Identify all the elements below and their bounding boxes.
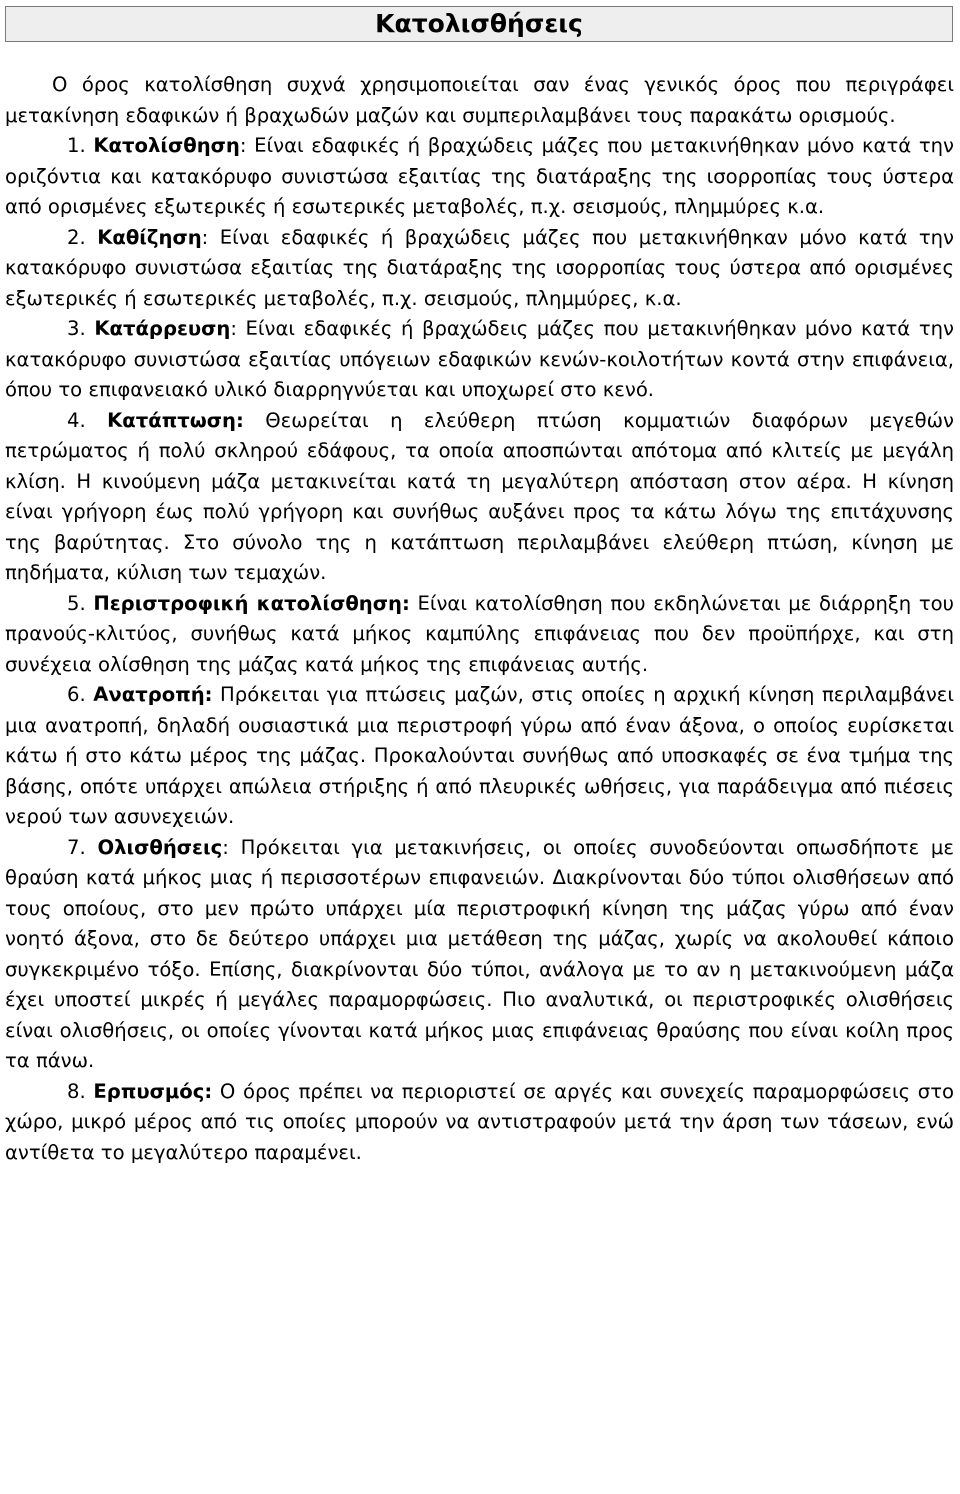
item-text: Είναι εδαφικές ή βραχώδεις μάζες που μετακινήθηκαν μόνο κατά την κατακόρυφο συνιστώσα εξαιτίας υπόγειων εδαφικών κενών-κοιλοτήτων κοντά στην επιφάνεια, όπου το επιφανειακό υλικό διαρρηγνύεται και υποχωρεί στο κενό.	[5, 317, 954, 401]
document-page	[0, 6, 960, 1494]
item-term: Περιστροφική κατολίσθηση:	[93, 591, 410, 615]
item-number: 5.	[67, 591, 86, 615]
definition-item-8	[5, 1077, 954, 1169]
item-separator: :	[230, 317, 246, 340]
item-number: 1.	[67, 134, 86, 157]
item-number: 4.	[67, 408, 86, 432]
definition-item-2	[5, 223, 954, 315]
item-text: Είναι κατολίσθηση που εκδηλώνεται με διάρρηξη του πρανούς-κλιτύος, συνήθως κατά μήκος καμπύλης επιφάνειας που δεν προϋπήρχε, και στη συνέχεια ολίσθηση της μάζας κατά μήκος της επιφάνειας αυτής.	[5, 591, 954, 676]
item-term: Ολισθήσεις	[97, 835, 223, 859]
item-separator: :	[201, 225, 220, 249]
item-number: 2.	[67, 225, 86, 249]
definition-item-4	[5, 406, 954, 589]
item-separator: :	[239, 134, 255, 157]
item-term: Ερπυσμός:	[93, 1079, 213, 1103]
definition-item-7	[5, 833, 954, 1077]
page-title: Κατολισθήσεις	[5, 6, 953, 42]
item-text: Είναι εδαφικές ή βραχώδεις μάζες που μετακινήθηκαν μόνο κατά την κατακόρυφο συνιστώσα εξαιτίας της διατάραξης της ισορροπίας τους ύστερα από ορισμένες εξωτερικές ή εσωτερικές μεταβολές, π.χ. σεισμούς, πλημμύρες, κ.α.	[5, 225, 954, 310]
definition-item-6	[5, 680, 954, 833]
item-separator: :	[222, 835, 241, 859]
item-text: Πρόκειται για πτώσεις μαζών, στις οποίες η αρχική κίνηση περιλαμβάνει μια ανατροπή, δηλαδή ουσιαστικά μια περιστροφή γύρω από έναν άξονα, ο οποίος ευρίσκεται κάτω ή στο κάτω μέρος της μάζας. Προκαλούνται συνήθως από υποσκαφές σε ένα τμήμα της βάσης, οπότε υπάρχει απώλεια στήριξης ή από πλευρικές ωθήσεις, για παράδειγμα από πιέσεις νερού των ασυνεχειών.	[5, 683, 954, 828]
item-text: Πρόκειται για μετακινήσεις, οι οποίες συνοδεύονται οπωσδήποτε με θραύση κατά μήκος μιας ή περισσοτέρων επιφανειών. Διακρίνονται δύο τύποι ολισθήσεων από τους οποίους, στο μεν πρώτο υπάρχει μία περιστροφική κίνηση της μάζας γύρω από έναν νοητό άξονα, στο δε δεύτερο υπάρχει μια μετάθεση της μάζας, χωρίς να ακολουθεί κάποιο συγκεκριμένο τόξο. Επίσης, διακρίνονται δύο τύποι, ανάλογα με το αν η μετακινούμενη μάζα έχει υποστεί μικρές ή μεγάλες παραμορφώσεις. Πιο αναλυτικά, οι περιστροφικές ολισθήσεις είναι ολισθήσεις, οι οποίες γίνονται κατά μήκος μιας επιφάνειας θραύσης που είναι κοίλη προς τα πάνω.	[5, 835, 954, 1072]
item-number: 8.	[67, 1079, 86, 1103]
item-separator	[213, 683, 221, 706]
document-body	[5, 70, 954, 1168]
item-term: Κατολίσθηση	[93, 134, 240, 157]
item-text: Ο όρος πρέπει να περιοριστεί σε αργές και συνεχείς παραμορφώσεις στο χώρο, μικρό μέρος από τις οποίες μπορούν να αντιστραφούν μετά την άρση των τάσεων, ενώ αντίθετα το μεγαλύτερο παραμένει.	[5, 1079, 955, 1164]
item-separator	[212, 1080, 220, 1103]
intro-paragraph: Ο όρος κατολίσθηση συχνά χρησιμοποιείται σαν ένας γενικός όρος που περιγράφει μετακίνηση εδαφικών ή βραχωδών μαζών και συμπεριλαμβάνει τους παρακάτω ορισμούς.	[5, 73, 954, 127]
item-term: Ανατροπή:	[93, 683, 213, 706]
item-term: Κατάπτωση:	[107, 408, 244, 432]
item-term: Καθίζηση	[97, 225, 202, 249]
item-text: Είναι εδαφικές ή βραχώδεις μάζες που μετακινήθηκαν μόνο κατά την οριζόντια και κατακόρυφο συνιστώσα εξαιτίας της διατάραξης της ισορροπίας τους ύστερα από ορισμένες εξωτερικές ή εσωτερικές μεταβολές, π.χ. σεισμούς, πλημμύρες κ.α.	[5, 134, 954, 218]
item-number: 3.	[67, 317, 86, 340]
definition-item-5	[5, 589, 954, 681]
item-term: Κατάρρευση	[94, 317, 231, 340]
item-number: 7.	[67, 835, 86, 859]
definition-item-3	[5, 314, 954, 406]
item-text: Θεωρείται η ελεύθερη πτώση κομματιών διαφόρων μεγεθών πετρώματος ή πολύ σκληρού εδάφους, τα οποία αποσπώνται απότομα από κλιτείς με μεγάλη κλίση. Η κινούμενη μάζα μετακινείται κατά τη μεγαλύτερη απόσταση στον αέρα. Η κίνηση είναι γρήγορη έως πολύ γρήγορη και συνήθως αυξάνει προς τα κάτω λόγω της επιτάχυνσης της βαρύτητας. Στο σύνολο της η κατάπτωση περιλαμβάνει ελεύθερη πτώση, κίνηση με πηδήματα, κύλιση των τεμαχών.	[5, 408, 954, 584]
item-separator	[244, 409, 265, 432]
definition-item-1	[5, 131, 954, 223]
item-number: 6.	[67, 683, 86, 706]
